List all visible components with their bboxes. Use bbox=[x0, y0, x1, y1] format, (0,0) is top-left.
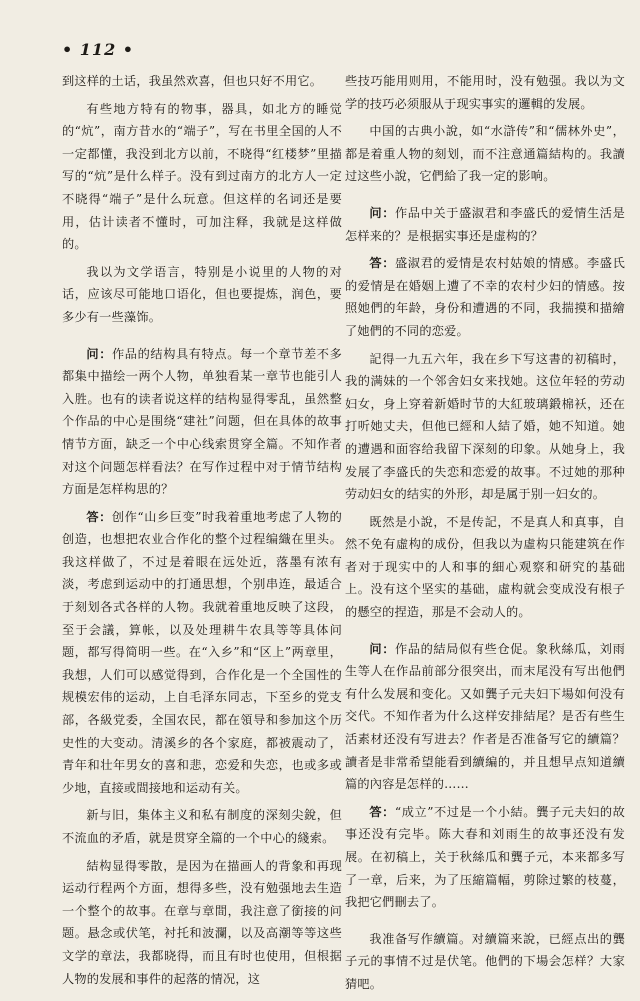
page-number: • 112 • bbox=[62, 40, 134, 59]
paragraph bbox=[345, 120, 625, 188]
paragraph-text: 到这样的土话，我虽然欢喜，但也只好不用它。 bbox=[62, 74, 323, 88]
paragraph-text: 有些地方特有的物事，器具，如北方的睡觉的“炕”，南方昔水的“端子”，写在书里全国的人不一定都懂，我没到北方以前，不晓得“红楼梦”里描写的“炕”是什么样子。没有到过南方的北方人一定不晓得“端子”是什么玩意。但这样的名词还是要用，估计读者不懂时，可加注释，我就是这样做的。 bbox=[62, 101, 342, 252]
qa-label: 问： bbox=[86, 346, 112, 361]
paragraph bbox=[345, 928, 625, 996]
paragraph-text: 作品的結局似有些仓促。象秋絲瓜，刘雨生等人在作品前部分很突出，而末尾没有写出他們有什么发展和变化。又如龔子元夫妇下場如何没有交代。不知作者为什么这样安排結尾？是否有些生活素材还没有写进去？作者是否准备写它的續篇？讀者是非常希望能看到續編的，并且想早点知道續篇的內容是怎样的…… bbox=[345, 641, 625, 792]
paragraph-text: 创作“山乡巨变”时我着重地考虑了人物的创造，也想把农业合作化的整个过程编織在里头。我这样做了，不过是着眼在远处近，落墨有浓有淡，考虑到运动中的打通思想，个别串连，最适合于刻划各式各样的人物。我就着重地反映了这段，至于会議，算帐，以及处理耕牛农具等等具体问题，都写得简明一些。在“入乡”和“区上”两章里，我想，人们可以感觉得到，合作化是一个全国性的规模宏伟的运动，上自毛泽东同志，下至乡的党支部，各級党委，全国农民，都在領导和参加这个历史性的大变动。清溪乡的各个家庭，都被震动了，青年和壮年男女的喜和悲，恋爱和失恋，也或多或少地，直接或間接地和运动有关。 bbox=[62, 509, 342, 795]
paragraph-text: 作品中关于盛淑君和李盛氏的爱情生活是怎样来的？是根据实事还是虚构的？ bbox=[345, 205, 625, 243]
paragraph-text: 我以为文学语言，特别是小说里的人物的对话，应该尽可能地口语化，但也要提炼，润色，要多少有一些藻饰。 bbox=[62, 264, 342, 324]
paragraph bbox=[62, 855, 342, 991]
qa-label: 答： bbox=[86, 509, 112, 524]
paragraph-text: “成立”不过是一个小結。龔子元夫妇的故事还没有完毕。陈大春和刘雨生的故事还没有发展。在初稿上，关于秋絲瓜和龔子元，本来都多写了一章，后来，为了压縮篇幅，剪除过繁的枝蔓，我把它們刪去了。 bbox=[345, 804, 625, 910]
paragraph bbox=[345, 511, 625, 624]
paragraph-text: 作品的结构具有特点。每一个章节差不多都集中描绘一两个人物，单独看某一章节也能引人入胜。也有的读者说这样的结构显得零乱，虽然整个作品的中心是围绕“建社”问题，但在具体的故事情节方面，缺乏一个中心线索贯穿全篇。不知作者对这个问题怎样看法？在写作过程中对于情节结构方面是怎样构思的？ bbox=[62, 346, 342, 497]
paragraph bbox=[62, 98, 342, 256]
paragraph-text: 記得一九五六年，我在乡下写这書的初稿时，我的满妹的一个邻舍妇女来找她。这位年轻的劳动妇女，身上穿着新婚时节的大紅玻璃鍛棉袄，还在打听她丈夫，但他已經和人結了婚，她不知道。她的遭遇和面容给我留下深刻的印象。从她身上，我发展了李盛氏的失恋和恋爱的故事。不过她的那种劳动妇女的结实的外形，却是属于别一妇女的。 bbox=[345, 351, 625, 502]
qa-paragraph bbox=[345, 252, 625, 342]
qa-paragraph bbox=[345, 638, 625, 796]
paragraph bbox=[345, 348, 625, 506]
paragraph bbox=[62, 804, 342, 849]
qa-paragraph bbox=[62, 343, 342, 501]
qa-label: 答： bbox=[369, 256, 395, 271]
qa-paragraph bbox=[62, 506, 342, 800]
paragraph bbox=[62, 70, 342, 93]
left-column bbox=[62, 70, 342, 995]
paragraph-text: 結构显得零散，是因为在描画人的背象和再现运动行程两个方面，想得多些，没有勉强地去生造一个整个的故事。在章与章間，我注意了銜接的问题。悬念或伏笔，衬托和波瀾，以及高潮等等这些文学的章法，我都晓得，而且有时也使用，但根据人物的发展和事件的起落的情况，这 bbox=[62, 858, 342, 986]
qa-paragraph bbox=[345, 801, 625, 914]
paragraph-text: 些技巧能用则用，不能用时，没有勉强。我以为文学的技巧必须服从于现实事实的邏輯的发展。 bbox=[345, 74, 625, 111]
paragraph bbox=[345, 70, 625, 115]
paragraph-text: 新与旧，集体主义和私有制度的深刻尖銳，但不流血的矛盾，就是贯穿全篇的一个中心的綫索。 bbox=[62, 808, 342, 845]
paragraph-text: 既然是小說，不是传記，不是真人和真事，自然不免有虛构的成份，但我以为虛构只能建筑在作者对于现实中的人和事的細心观察和研究的基础上。没有这个坚实的基础，虛构就会变成没有根子的懸空的捏造，那是不会动人的。 bbox=[345, 514, 625, 620]
paragraph-text: 我准备写作續篇。对續篇来說，已經点出的龔子元的事情不过是伏笔。他們的下場会怎样？大家猜吧。 bbox=[345, 931, 625, 991]
paragraph-text: 中国的古典小說，如“水滸传”和“儒林外史”，都是着重人物的刻划，而不注意通篇結构的。我讀过这些小說，它們給了我一定的影响。 bbox=[345, 124, 625, 184]
qa-label: 问： bbox=[369, 641, 395, 656]
qa-label: 问： bbox=[369, 205, 395, 220]
paragraph bbox=[62, 261, 342, 329]
qa-paragraph bbox=[345, 202, 625, 247]
right-column bbox=[345, 70, 625, 1001]
paragraph-text: 盛淑君的爱情是农村姑娘的情感。李盛氏的爱情是在婚姻上遭了不幸的农村少妇的情感。按照她們的年龄，身份和遭遇的不同，我揣摸和描繪了她們的不同的恋爱。 bbox=[345, 256, 625, 338]
qa-label: 答： bbox=[369, 804, 395, 819]
